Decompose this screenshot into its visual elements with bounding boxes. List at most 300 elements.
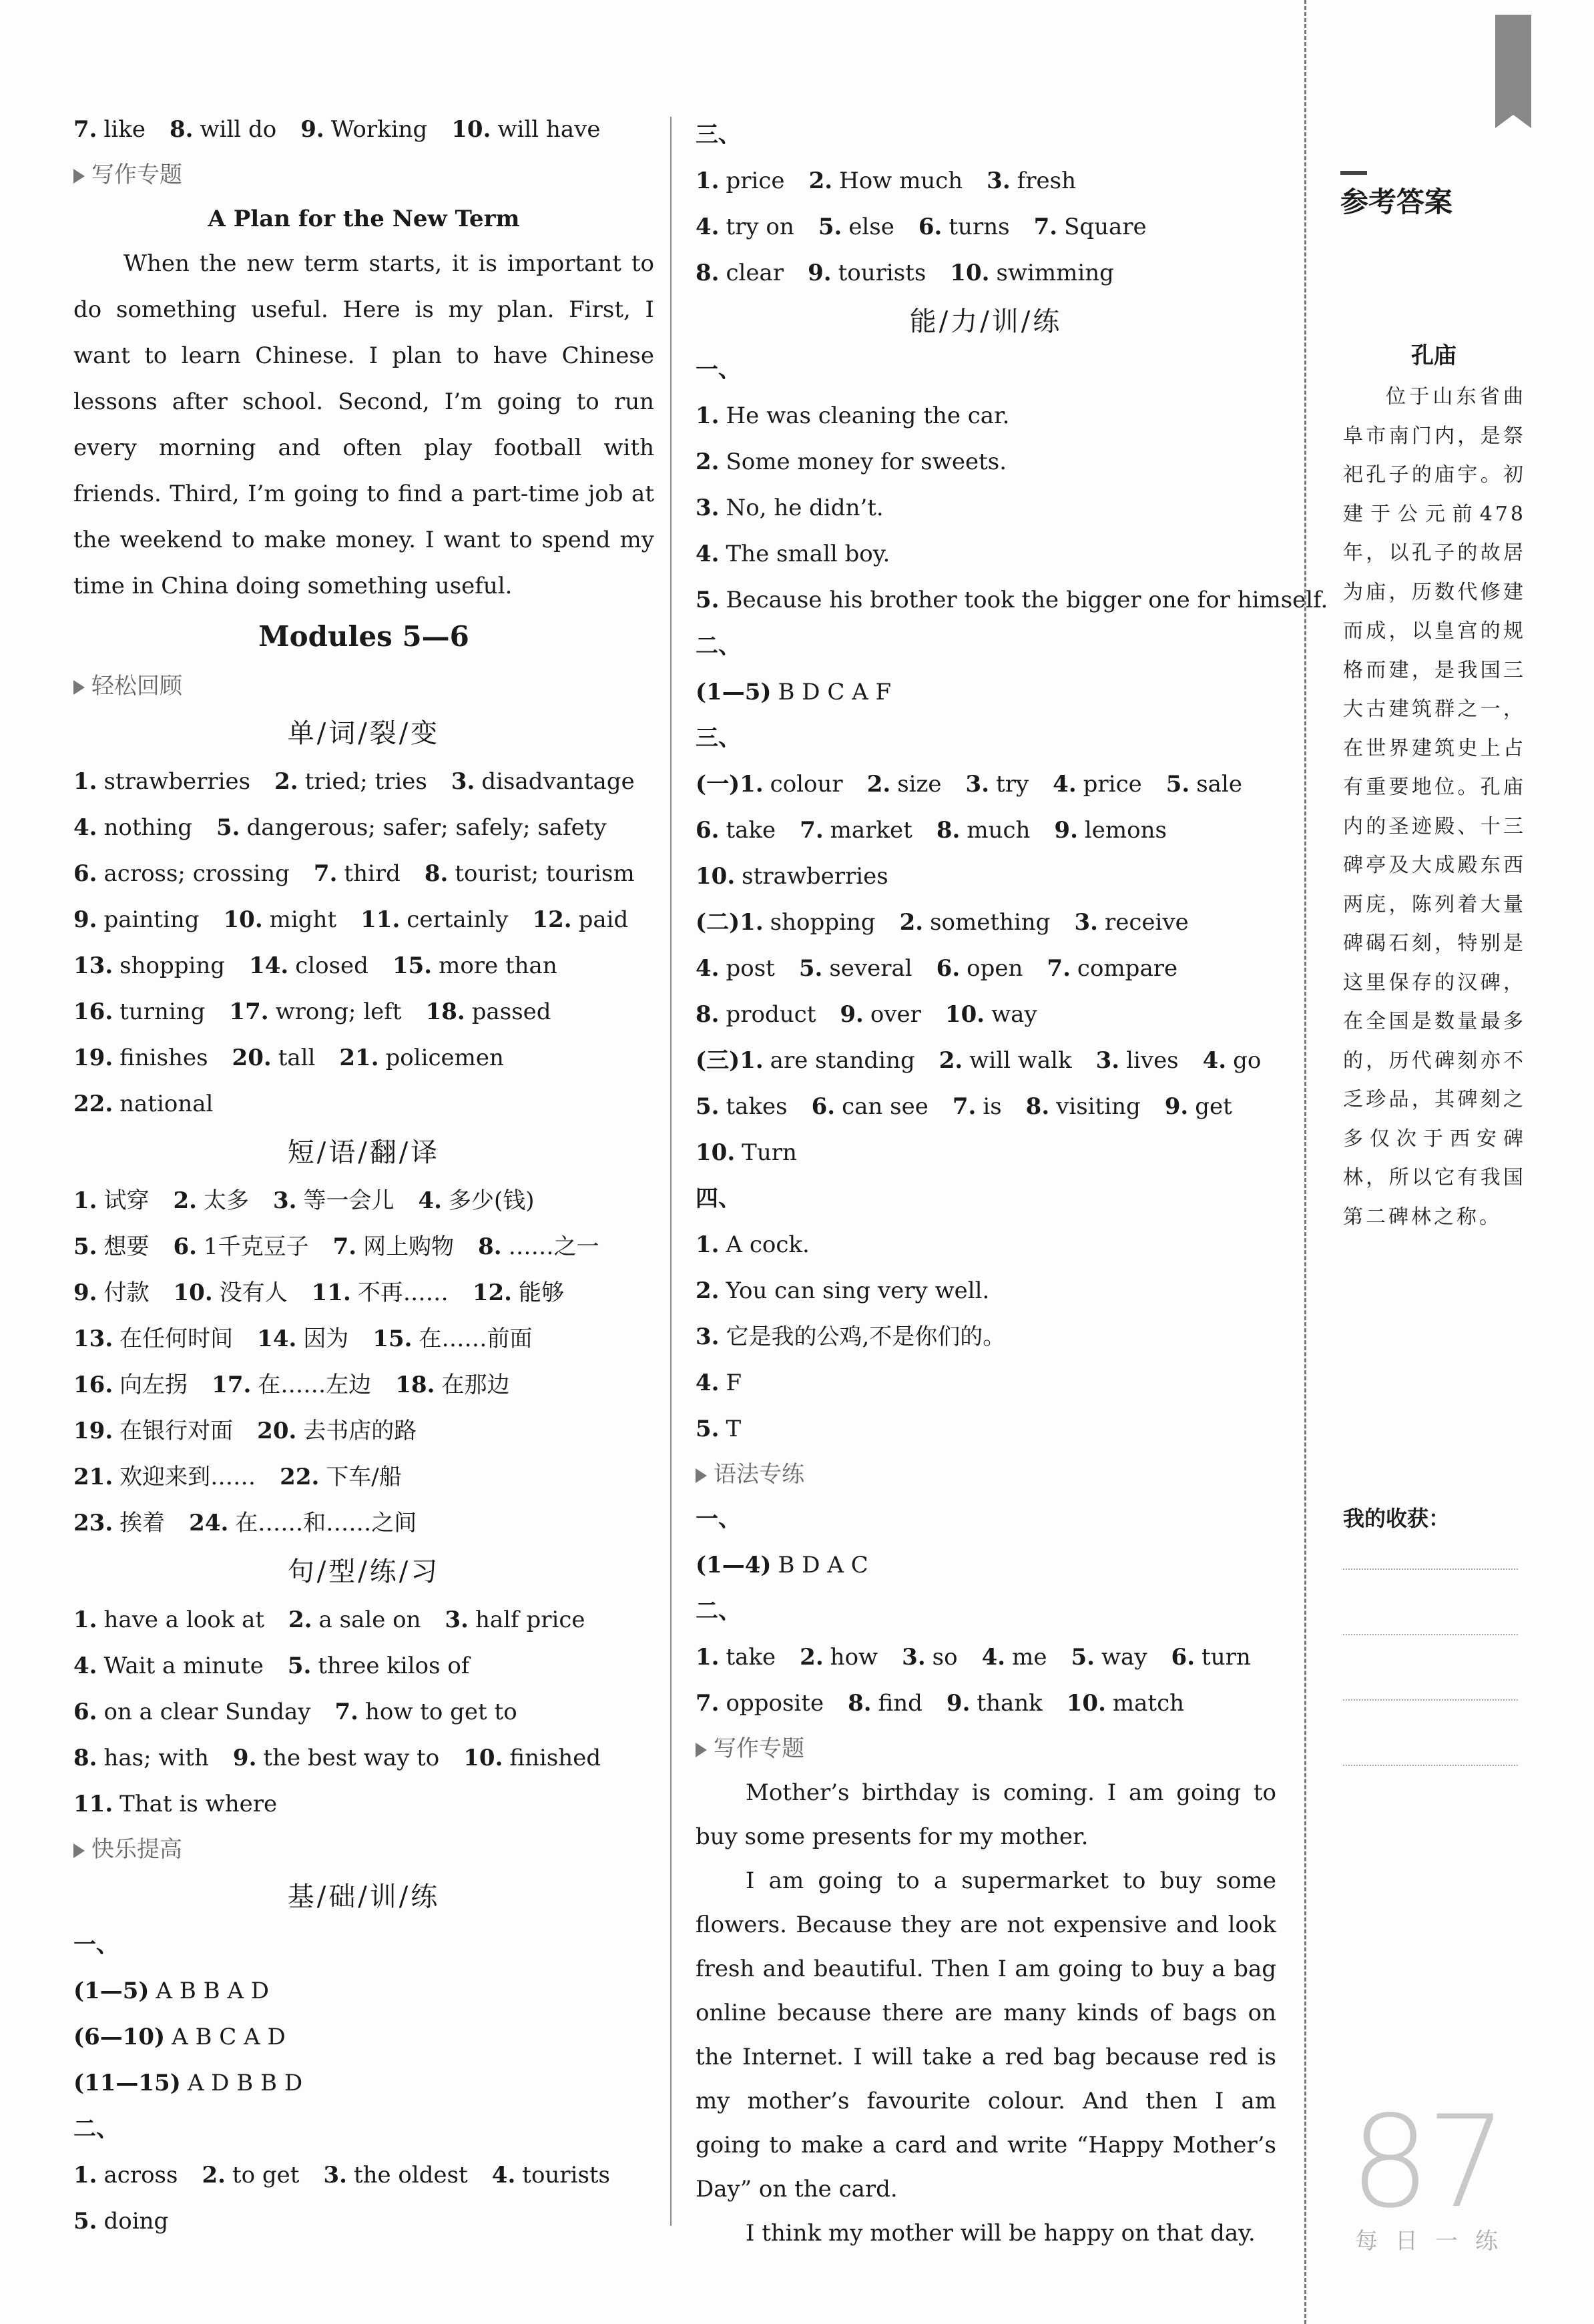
answer-text: get (1195, 1093, 1232, 1120)
answer-line (73, 1270, 654, 1316)
answer-text: policemen (385, 1045, 504, 1071)
item-number: 14. (257, 1326, 297, 1352)
item-number: 8. (936, 817, 961, 844)
answer-line (696, 1635, 1276, 1681)
item-number: 9. (1054, 817, 1078, 844)
answer-text: 付款 (103, 1279, 150, 1306)
subheading-words: 单/词/裂/变 (287, 718, 441, 749)
answer-text: Wait a minute (103, 1653, 264, 1679)
answer-text: might (269, 906, 337, 933)
item-number: 3. (1074, 909, 1098, 936)
item-number: 8. (73, 1745, 97, 1771)
answer-text: certainly (407, 906, 509, 933)
answer-line (73, 805, 654, 851)
answer-line (73, 1500, 654, 1546)
answer-line (73, 1362, 654, 1408)
answer-text: passed (471, 998, 551, 1025)
item-number: 8. (696, 1001, 720, 1028)
choice-answers (73, 1968, 654, 2106)
item-number: 6. (918, 214, 943, 240)
item-number: 19. (73, 1045, 113, 1071)
answer-text: 因为 (303, 1326, 349, 1352)
answer-text: else (848, 214, 894, 240)
answer-text: how to get to (364, 1699, 517, 1725)
answer-text: 它是我的公鸡,不是你们的。 (726, 1324, 1006, 1350)
answer-text: compare (1077, 955, 1178, 982)
answer-text: over (870, 1001, 921, 1028)
answer-text: the best way to (263, 1745, 440, 1771)
answer-text: How much (839, 168, 963, 194)
item-number: 5. (216, 814, 240, 841)
answer-text: to get (232, 2162, 300, 2189)
item-number: 4. (981, 1644, 1006, 1671)
item-number: 5. (1071, 1644, 1095, 1671)
answer-text: A B B A D (156, 1978, 270, 2004)
answer-text: tourist; tourism (455, 860, 635, 887)
item-number: 7. (952, 1093, 977, 1120)
item-number: 10. (463, 1745, 503, 1771)
answer-text: closed (295, 952, 368, 979)
section-1: 一、 (696, 356, 741, 383)
answer-text: 欢迎来到…… (119, 1464, 256, 1490)
answer-text: more than (439, 952, 557, 979)
answer-text: Working (330, 116, 428, 143)
answer-text: shopping (770, 909, 876, 936)
item-number: 2. (866, 771, 891, 798)
answer-line (73, 1689, 654, 1735)
answer-line (696, 1406, 1276, 1452)
answer-text: swimming (996, 260, 1114, 286)
item-number: 8. (169, 116, 194, 143)
answer-text: 试穿 (103, 1187, 150, 1214)
answer-text: The small boy. (726, 541, 890, 567)
item-number: 5. (1165, 771, 1190, 798)
answer-text: B D C A F (778, 679, 892, 705)
answer-text: try (996, 771, 1029, 798)
answer-text: a sale on (318, 1607, 421, 1633)
item-number: 2. (696, 1277, 720, 1304)
essay-body: When the new term starts, it is important to do something useful. Here is my plan. First, I want to learn Chinese. I plan to have Chinese lessons after school. Second, I’m going to run every morning and often play football with friends. Third, I’m going to find a part-time job at the weekend to make money. I want to spend my time in China doing something useful. (73, 250, 654, 599)
answer-line (73, 2060, 654, 2106)
item-number: 2. (800, 1644, 824, 1671)
answer-text: take (726, 817, 776, 844)
answer-text: will do (200, 116, 277, 143)
answer-text: open (967, 955, 1023, 982)
item-number: 9. (808, 260, 832, 286)
answer-text: turning (119, 998, 206, 1025)
answer-text: doing (103, 2208, 169, 2235)
item-number: 22. (280, 1464, 320, 1490)
item-number: 8. (696, 260, 720, 286)
item-number: 4. (696, 541, 720, 567)
subheading-basic: 基/础/训/练 (287, 1881, 441, 1912)
reading-answers-4 (696, 1222, 1276, 1452)
answer-line (696, 439, 1276, 485)
answer-text: match (1112, 1690, 1185, 1717)
item-number: 4. (696, 1370, 720, 1396)
item-number: (一)1. (696, 771, 764, 798)
item-number: 10. (696, 863, 736, 890)
answer-text: finishes (119, 1045, 208, 1071)
answer-text: 网上购物 (363, 1233, 455, 1260)
answer-text: three kilos of (318, 1653, 470, 1679)
item-number: 9. (73, 906, 97, 933)
answer-text: strawberries (103, 768, 251, 795)
answer-text: 没有人 (219, 1279, 288, 1306)
answer-text: tall (278, 1045, 316, 1071)
item-number: 1. (73, 768, 97, 795)
answer-text: 在……和……之间 (235, 1510, 417, 1536)
answer-text: tourists (838, 260, 926, 286)
item-number: 4. (696, 955, 720, 982)
page-tab-decoration (1495, 15, 1531, 115)
item-number: 24. (189, 1510, 229, 1536)
answer-text: post (726, 955, 775, 982)
answer-line (696, 1084, 1276, 1130)
reading-answers (696, 393, 1328, 623)
essay-paragraph-2: I am going to a supermarket to buy some flowers. Because they are not expensive and look fresh and beautiful. Then I am going to buy a bag online because there are many kinds of bags on the Internet. I will take a red bag because red is my mother’s favourite colour. And then I am going to make a card and write “Happy Mother’s Day” on the card. (696, 1867, 1276, 2203)
item-number: 4. (1053, 771, 1077, 798)
item-number: 5. (696, 1416, 720, 1442)
item-number: 2. (288, 1607, 312, 1633)
item-number: 5. (798, 955, 823, 982)
answer-line (73, 1781, 654, 1827)
item-number: 3. (445, 1607, 469, 1633)
item-number: 13. (73, 1326, 113, 1352)
item-number: 22. (73, 1091, 113, 1117)
answer-text: way (1101, 1644, 1147, 1671)
answer-line (696, 1130, 1276, 1176)
item-number: 3. (696, 1324, 720, 1350)
module-title: Modules 5—6 (258, 620, 469, 653)
answer-text: strawberries (742, 863, 888, 890)
answer-line (73, 2199, 654, 2245)
answer-text: paid (578, 906, 629, 933)
word-answers (73, 759, 654, 1127)
column-divider (670, 117, 672, 2226)
item-number: 2. (173, 1187, 197, 1214)
item-number: 16. (73, 1372, 113, 1398)
item-number: 5. (696, 587, 720, 613)
item-number: 4. (73, 814, 97, 841)
item-number: 1. (696, 1644, 720, 1671)
answer-text: F (726, 1370, 742, 1396)
item-number: 19. (73, 1418, 113, 1444)
item-number: (6—10) (73, 2024, 166, 2050)
grammar-section-1: 一、 (696, 1506, 741, 1532)
grammar-choice (696, 1542, 1276, 1588)
answer-text: will walk (969, 1047, 1072, 1074)
answer-text: visiting (1056, 1093, 1141, 1120)
item-number: 8. (424, 860, 449, 887)
answer-line (696, 854, 1276, 900)
item-number: 11. (311, 1279, 351, 1306)
item-number: 4. (491, 2162, 516, 2189)
item-number: 4. (1202, 1047, 1227, 1074)
answer-line (696, 1314, 1276, 1360)
answer-text: 去书店的路 (303, 1418, 417, 1444)
answer-text: size (897, 771, 942, 798)
item-number: 13. (73, 952, 113, 979)
item-number: 12. (472, 1279, 512, 1306)
answer-text: 下车/船 (326, 1464, 402, 1490)
answer-line (73, 897, 654, 943)
grammar-fill (696, 1635, 1276, 1727)
item-number: 3. (323, 2162, 347, 2189)
item-number: 2. (939, 1047, 963, 1074)
item-number: 10. (696, 1139, 736, 1166)
item-number: 3. (902, 1644, 926, 1671)
item-number: 7. (1047, 955, 1071, 982)
sidebar-text: 位于山东省曲阜市南门内，是祭祀孔子的庙宇。初建于公元前478年，以孔子的故居为庙，历数代修建而成，以皇宫的规格而建，是我国三大古建筑群之一，在世界建筑史上占有重要地位。孔庙内的圣迹殿、十三碑亭及大成殿东西两庑，陈列着大量碑碣石刻，特别是这里保存的汉碑，在全国是数量最多的，历代碑刻亦不乏珍品，其碑刻之多仅次于西安碑林，所以它有我国第二碑林之称。 (1343, 385, 1526, 1229)
choice-answers (696, 669, 1276, 715)
item-number: 10. (223, 906, 263, 933)
answer-line (73, 1178, 654, 1224)
answer-text: colour (770, 771, 843, 798)
answer-text: takes (726, 1093, 788, 1120)
item-number: 3. (1095, 1047, 1120, 1074)
fill-answers (73, 2152, 654, 2245)
fill-answers (696, 158, 1276, 296)
answer-text: 想要 (103, 1233, 150, 1260)
answer-line (73, 2014, 654, 2060)
answer-text: 1千克豆子 (204, 1233, 309, 1260)
review-label: 轻松回顾 (73, 664, 654, 708)
item-number: 12. (532, 906, 572, 933)
answer-text: lives (1126, 1047, 1179, 1074)
answer-line (696, 900, 1276, 946)
answer-text: 在……前面 (419, 1326, 533, 1352)
answer-text: tourists (522, 2162, 610, 2189)
item-number: 1. (696, 168, 720, 194)
item-number: 3. (965, 771, 990, 798)
answer-text: Some money for sweets. (726, 449, 1007, 475)
item-number: 18. (425, 998, 465, 1025)
item-number: 6. (811, 1093, 836, 1120)
item-number: 3. (696, 495, 720, 521)
section-3b: 三、 (696, 725, 741, 752)
answer-line (696, 762, 1276, 808)
answer-text: You can sing very well. (726, 1277, 990, 1304)
answer-text: opposite (726, 1690, 824, 1717)
item-number: 2. (274, 768, 298, 795)
answer-text: 向左拐 (119, 1372, 188, 1398)
answer-text: finished (509, 1745, 601, 1771)
answer-text: fresh (1017, 168, 1076, 194)
answer-line (696, 1360, 1276, 1406)
answer-text: way (991, 1001, 1037, 1028)
answer-line (696, 485, 1276, 531)
essay-paragraph-3: I think my mother will be happy on that day. (746, 2220, 1256, 2247)
item-number: 7. (313, 860, 338, 887)
item-number: 6. (1171, 1644, 1196, 1671)
answer-text: wrong; left (275, 998, 402, 1025)
answer-text: shopping (119, 952, 226, 979)
item-number: 2. (808, 168, 833, 194)
answer-line (696, 577, 1328, 623)
answer-text: turn (1202, 1644, 1251, 1671)
item-number: 9. (840, 1001, 864, 1028)
section-2: 二、 (696, 633, 741, 659)
item-number: 9. (946, 1690, 971, 1717)
item-number: 1. (696, 1231, 720, 1258)
note-line (1343, 1634, 1518, 1635)
sentence-answers (73, 1597, 654, 1827)
answer-text: sale (1196, 771, 1242, 798)
answer-text: dangerous; safer; safely; safety (246, 814, 607, 841)
item-number: 17. (229, 998, 269, 1025)
item-number: (1—5) (696, 679, 772, 705)
answer-line (696, 669, 1276, 715)
answer-text: how (830, 1644, 878, 1671)
item-number: 4. (696, 214, 720, 240)
answer-line (73, 2152, 654, 2199)
item-number: 5. (287, 1653, 312, 1679)
answer-line (696, 808, 1276, 854)
answer-text: 挨着 (119, 1510, 166, 1536)
item-number: 21. (339, 1045, 379, 1071)
answer-line (73, 1408, 654, 1454)
answer-text: thank (977, 1690, 1043, 1717)
answer-text: on a clear Sunday (103, 1699, 311, 1725)
cloze-answers (696, 762, 1276, 1176)
answer-text: across; crossing (103, 860, 290, 887)
item-number: 4. (418, 1187, 442, 1214)
answer-line (73, 851, 654, 897)
item-number: 9. (232, 1745, 257, 1771)
answer-text: lemons (1084, 817, 1167, 844)
answer-line (73, 943, 654, 989)
answer-text: Because his brother took the bigger one for himself. (726, 587, 1328, 613)
answer-text: price (726, 168, 785, 194)
answer-text: T (726, 1416, 742, 1442)
my-gain-label: 我的收获： (1343, 1506, 1450, 1531)
item-number: 1. (696, 402, 720, 429)
answer-text: nothing (103, 814, 192, 841)
section-2: 二、 (73, 2116, 119, 2142)
answer-text: That is where (119, 1791, 278, 1817)
item-number: 18. (395, 1372, 435, 1398)
item-number: 15. (372, 1326, 413, 1352)
answer-text: is (983, 1093, 1002, 1120)
item-number: 3. (273, 1187, 297, 1214)
writing-section-label: 写作专题 (73, 153, 654, 197)
item-number: 8. (848, 1690, 872, 1717)
answer-line (696, 250, 1276, 296)
answer-text: ……之一 (508, 1233, 599, 1260)
item-number: 6. (696, 817, 720, 844)
item-number: 10. (173, 1279, 213, 1306)
item-number: 17. (212, 1372, 252, 1398)
item-number: 7. (1033, 214, 1058, 240)
answer-text: product (726, 1001, 816, 1028)
answer-line (696, 1542, 1276, 1588)
left-column (73, 107, 654, 2245)
item-number: 4. (73, 1653, 97, 1679)
answer-text: He was cleaning the car. (726, 402, 1010, 429)
answer-text: go (1233, 1047, 1262, 1074)
answer-text: disadvantage (481, 768, 635, 795)
item-number: 10. (451, 116, 491, 143)
answer-text: are standing (770, 1047, 915, 1074)
answer-text: tried; tries (304, 768, 427, 795)
item-number: 7. (334, 1699, 358, 1725)
answer-line (696, 531, 1276, 577)
answer-line (73, 1968, 654, 2014)
item-number: 6. (73, 1699, 97, 1725)
answer-line (73, 107, 654, 153)
item-number: 7. (73, 116, 97, 143)
grammar-label: 语法专练 (696, 1452, 1276, 1496)
answer-text: 等一会儿 (303, 1187, 394, 1214)
answer-text: find (878, 1690, 922, 1717)
essay-title: A Plan for the New Term (208, 206, 520, 232)
answer-line (696, 1268, 1276, 1314)
answer-text: across (103, 2162, 178, 2189)
answer-text: 多少(钱) (449, 1187, 535, 1214)
answer-text: half price (475, 1607, 585, 1633)
answer-key-header: 参考答案 (1340, 180, 1452, 220)
item-number: 20. (257, 1418, 297, 1444)
note-line (1343, 1568, 1518, 1570)
item-number: 10. (1066, 1690, 1106, 1717)
answer-line (73, 1643, 654, 1689)
item-number: 15. (392, 952, 433, 979)
answer-text: Turn (742, 1139, 797, 1166)
item-number: 3. (451, 768, 475, 795)
answer-text: B D A C (778, 1552, 868, 1578)
item-number: 11. (73, 1791, 113, 1817)
answer-line (696, 946, 1276, 992)
item-number: 6. (173, 1233, 197, 1260)
item-number: 2. (899, 909, 924, 936)
item-number: 3. (987, 168, 1011, 194)
answer-line (696, 992, 1276, 1038)
answer-line (73, 1035, 654, 1081)
answer-text: price (1083, 771, 1142, 798)
answer-text: Square (1064, 214, 1147, 240)
item-number: 1. (73, 1607, 97, 1633)
item-number: (1—4) (696, 1552, 772, 1578)
note-line (1343, 1699, 1518, 1701)
essay-paragraph-1: Mother’s birthday is coming. I am going to buy some presents for my mother. (696, 1779, 1276, 1850)
section-4: 四、 (696, 1185, 741, 1212)
answer-line (696, 1038, 1276, 1084)
answer-text: national (119, 1091, 214, 1117)
item-number: 14. (249, 952, 289, 979)
answer-text: 在银行对面 (119, 1418, 234, 1444)
item-number: 6. (936, 955, 961, 982)
answer-line (696, 393, 1276, 439)
answer-text: A cock. (726, 1231, 810, 1258)
happy-label: 快乐提高 (73, 1827, 654, 1871)
item-number: 2. (696, 449, 720, 475)
item-number: (三)1. (696, 1047, 764, 1074)
answer-line (73, 1081, 654, 1127)
answer-text: take (726, 1644, 776, 1671)
answer-line (73, 989, 654, 1035)
answer-text: 在任何时间 (119, 1326, 234, 1352)
section-1: 一、 (73, 1932, 119, 1958)
answer-text: something (930, 909, 1051, 936)
answer-text: try on (726, 214, 794, 240)
answer-text: the oldest (353, 2162, 468, 2189)
answer-line (696, 204, 1276, 250)
item-number: (1—5) (73, 1978, 150, 2004)
answer-text: 在……左边 (258, 1372, 372, 1398)
answer-text: third (344, 860, 401, 887)
item-number: 23. (73, 1510, 113, 1536)
